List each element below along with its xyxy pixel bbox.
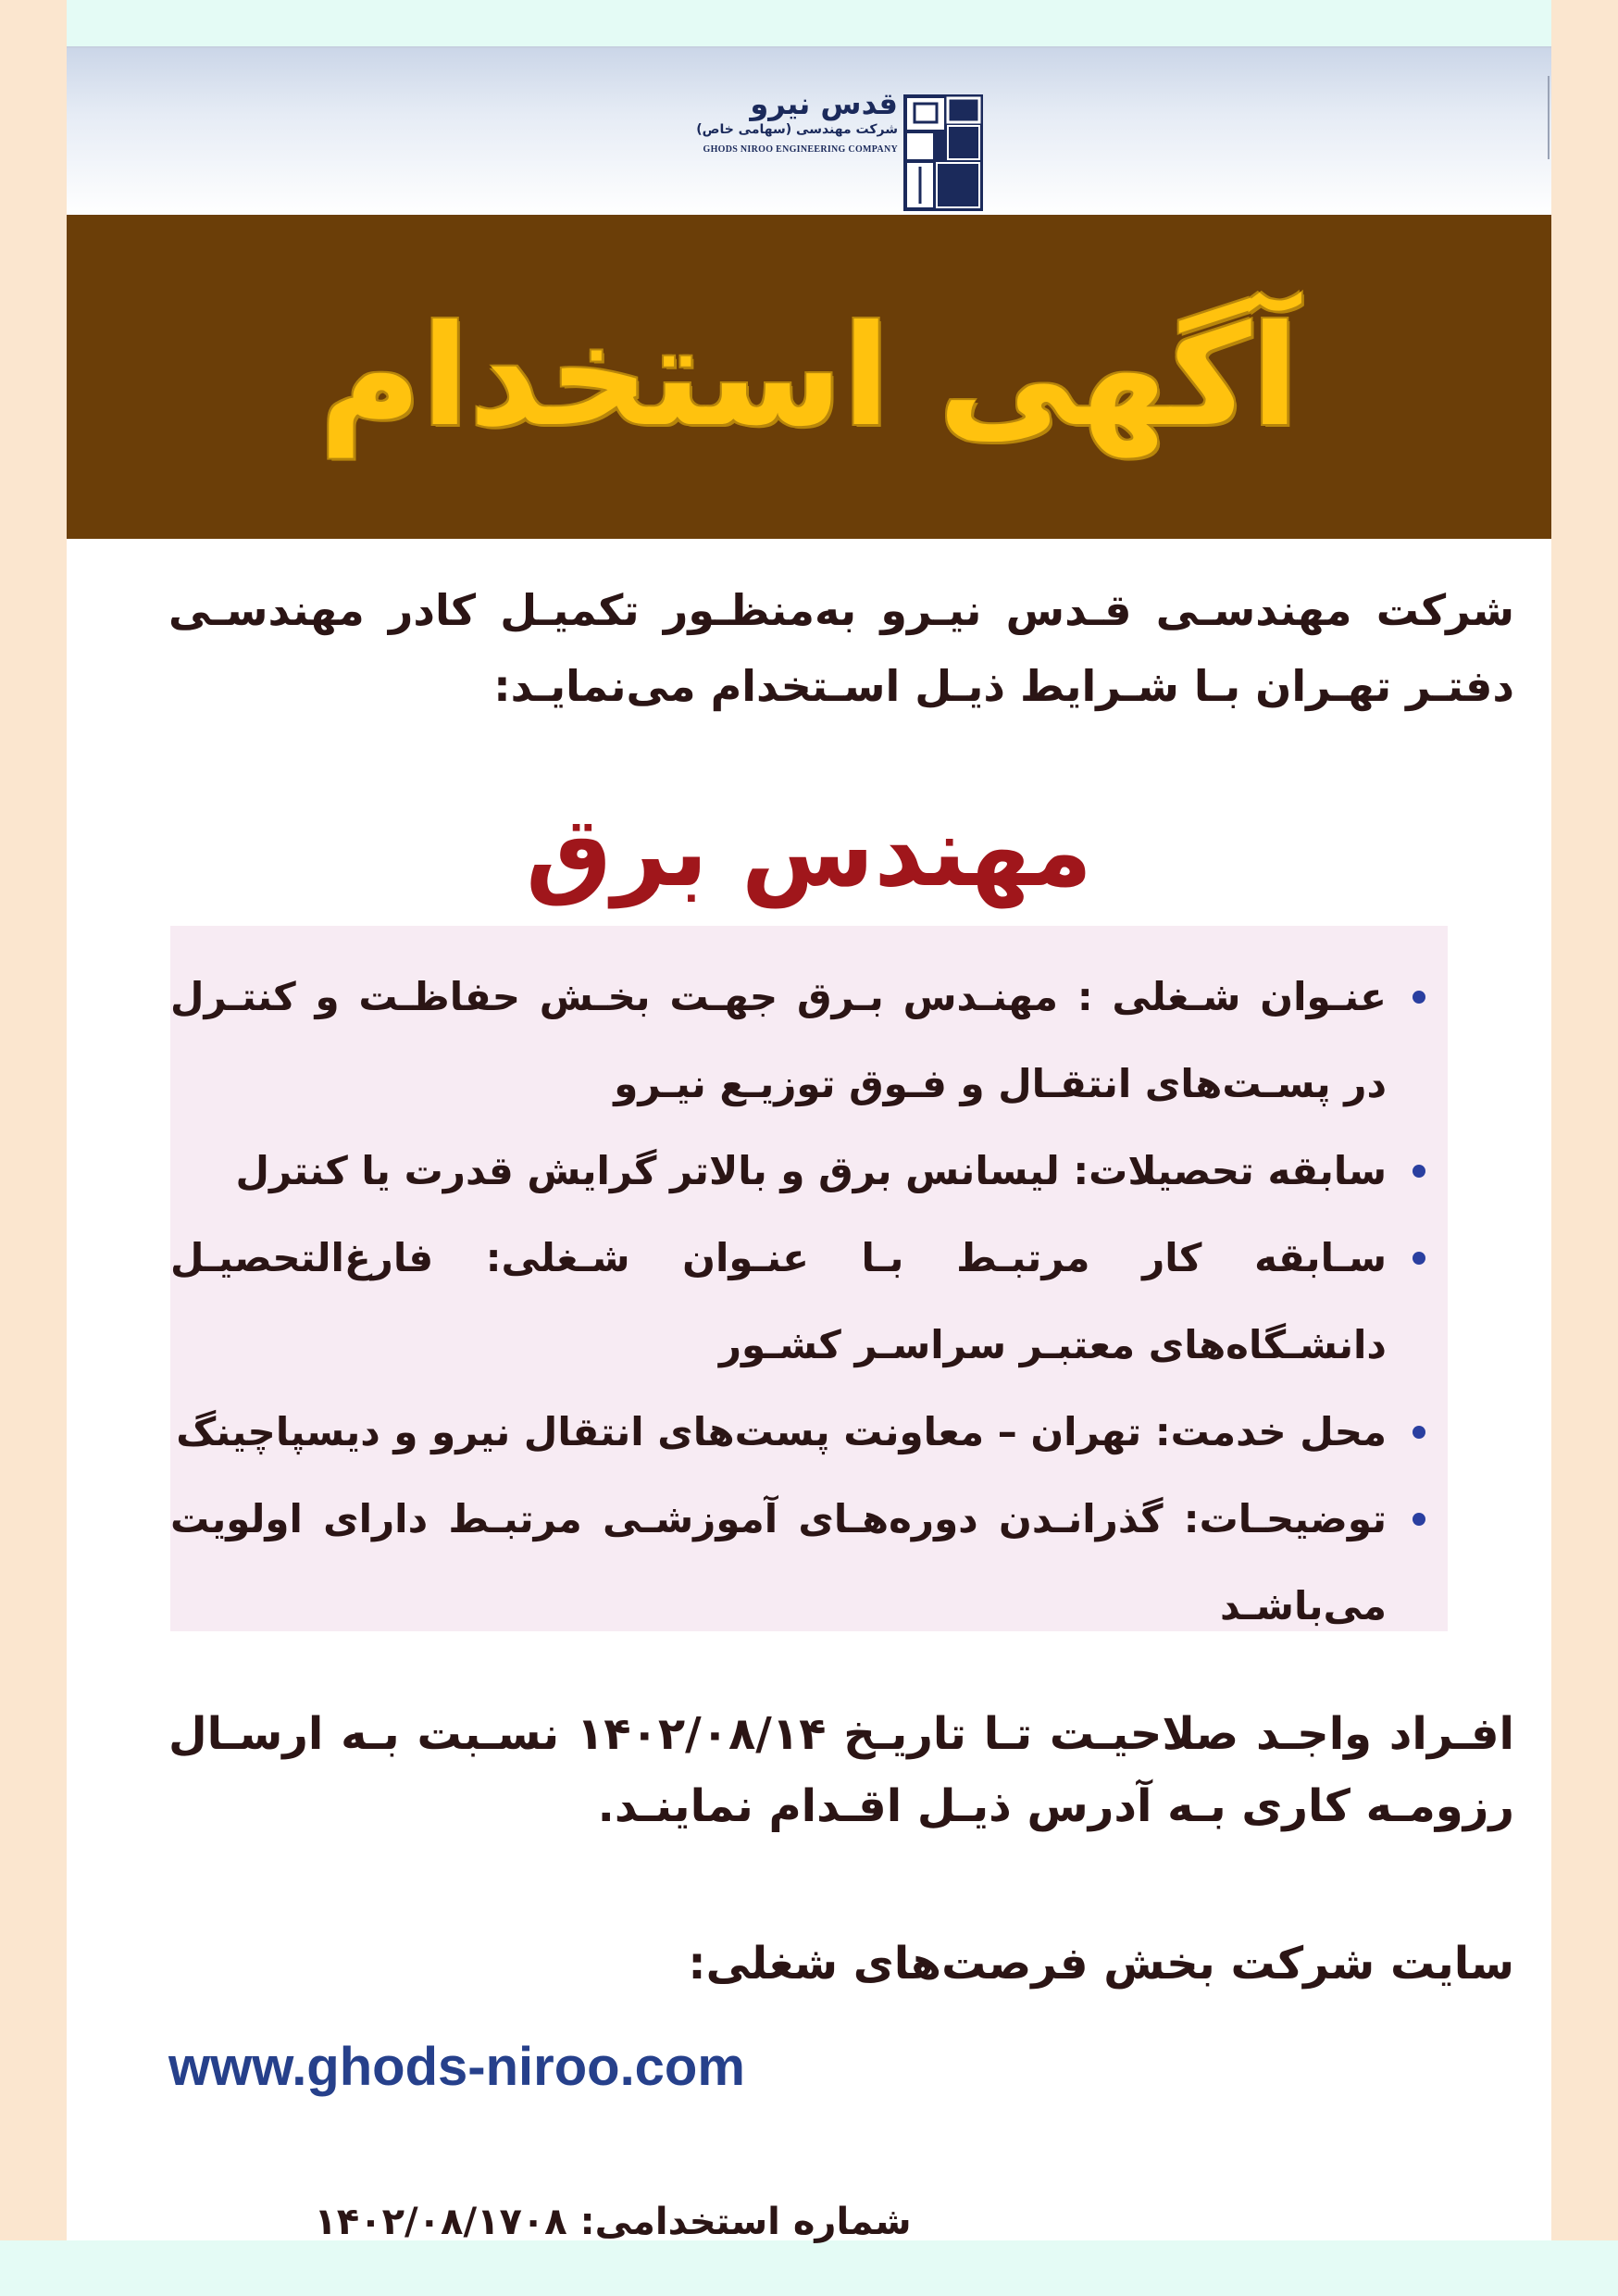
detail-text: عنـوان شـغلی : مهنـدس بـرق جهـت بخـش حفاظـت و کنتـرل در پسـت‌های انتقـال و فـوق توزیـع نیـرو [170,974,1387,1106]
detail-item-notes [170,1476,1451,1650]
poster-page [67,46,1551,2243]
detail-item-location [170,1389,1451,1476]
detail-item-job-title [170,954,1451,1128]
bullet-icon [1413,991,1425,1004]
left-margin-band [0,0,67,2240]
header-strip [67,46,1551,217]
intro-paragraph: شرکت مهندسـی قـدس نیـرو به‌منظـور تکمیـل کادر مهندسـی دفتـر تهـران بـا شـرایط ذیـل اسـتخدام می‌نمایـد: [168,585,1514,711]
logo-company-name: قدس نیرو [750,86,898,121]
title-band [67,215,1551,539]
logo-text-block [696,87,898,155]
poster-title: آگهی استخدام [319,296,1299,457]
employment-number: شماره استخدامی: ۱۴۰۲/۰۸/۱۷۰۸ [314,2201,912,2243]
company-logo [613,70,983,209]
right-margin-band [1551,0,1618,2240]
logo-company-subtitle: شرکت مهندسی (سهامی خاص) [696,122,898,137]
logo-mark-icon [903,94,983,211]
logo-company-english: GHODS NIROO ENGINEERING COMPANY [703,144,898,155]
detail-text: محل خدمت: تهران – معاونت پست‌های انتقال نیرو و دیسپاچینگ [176,1409,1387,1454]
detail-item-experience [170,1215,1451,1389]
detail-text: توضیحـات: گذرانـدن دوره‌هـای آموزشـی مرتبـط دارای اولویت می‌باشـد [170,1496,1387,1628]
detail-text: سـابقه کار مرتبـط بـا عنـوان شـغلی: فارغ‌التحصیـل دانشـگاه‌های معتبـر سراسـر کشـور [170,1235,1387,1367]
detail-item-education [170,1128,1451,1215]
career-site-label: سایت شرکت بخش فرصت‌های شغلی: [688,1938,1514,1990]
detail-text: سابقه تحصیلات: لیسانس برق و بالاتر گرایش قدرت یا کنترل [235,1148,1387,1193]
bullet-icon [1413,1513,1425,1526]
bullet-icon [1413,1252,1425,1265]
bullet-icon [1413,1165,1425,1178]
bullet-icon [1413,1426,1425,1439]
career-site-link[interactable]: www.ghods-niroo.com [168,2037,745,2097]
position-title: مهندس برق [525,795,1092,908]
job-details-list [170,954,1451,1650]
closing-paragraph: افـراد واجـد صلاحیـت تـا تاریـخ ۱۴۰۲/۰۸/۱۴ نسـبت بـه ارسـال رزومـه کاری بـه آدرس ذیـل اقـدام نماینـد. [168,1708,1515,1832]
header-edge-line [1548,76,1550,159]
